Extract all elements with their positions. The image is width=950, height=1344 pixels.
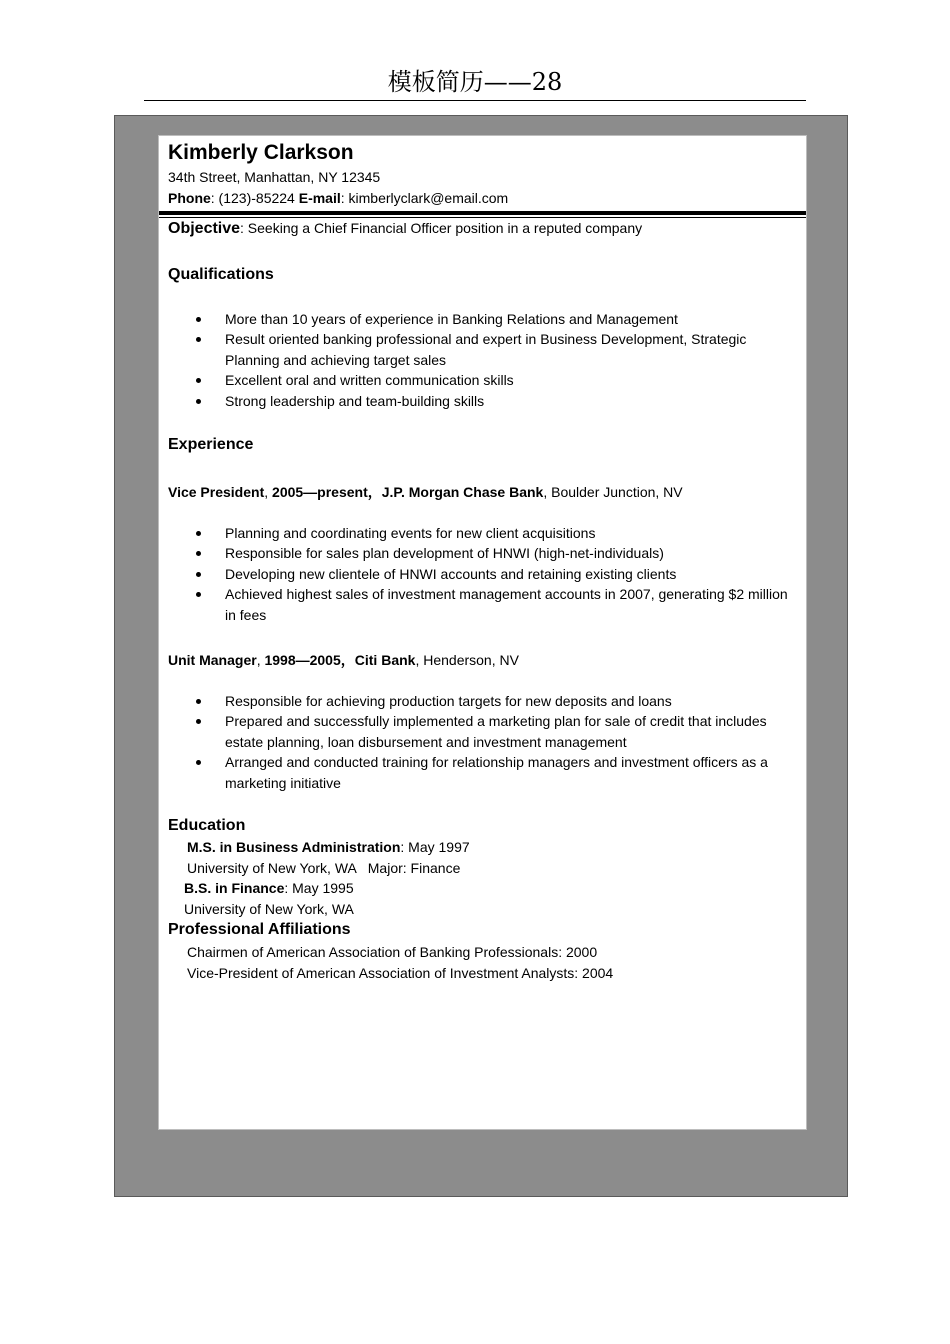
objective (168, 220, 642, 238)
address: 34th Street, Manhattan, NY 12345 (168, 169, 381, 185)
list-item: Prepared and successfully implemented a marketing plan for sale of credit that includes estate planning, loan disbursement and investment management (191, 711, 799, 752)
qualifications-heading: Qualifications (168, 266, 274, 283)
degree-bs (184, 880, 354, 896)
header-divider-thick (159, 211, 806, 215)
separator: , (264, 484, 273, 500)
qualifications-list (191, 309, 799, 411)
separator: , (256, 652, 265, 668)
affiliations-heading: Professional Affiliations (168, 921, 351, 938)
job-duties-list (191, 523, 799, 625)
phone-value: : (123)-85224 (210, 190, 299, 206)
objective-text: : Seeking a Chief Financial Officer position in a reputed company (240, 220, 643, 236)
list-item: Arranged and conducted training for relationship managers and investment officers as a marketing initiative (191, 752, 799, 793)
experience-heading: Experience (168, 436, 254, 453)
job-header (168, 482, 683, 502)
page-title: 模板简历——28 (144, 64, 806, 101)
list-item: Responsible for sales plan development of HNWI (high-net-individuals) (191, 543, 799, 563)
list-item: More than 10 years of experience in Banking Relations and Management (191, 309, 799, 329)
degree-ms-title: M.S. in Business Administration (187, 839, 401, 855)
job-location: , Henderson, NV (415, 652, 519, 668)
degree-ms-school: University of New York, WA Major: Finance (187, 860, 461, 876)
degree-bs-title: B.S. in Finance (184, 880, 285, 896)
header-divider-thin (159, 217, 806, 218)
job-header (168, 650, 519, 670)
job-company: J.P. Morgan Chase Bank (381, 484, 544, 500)
objective-label: Objective (168, 220, 241, 237)
resume-sheet (158, 135, 807, 1130)
list-item: Result oriented banking professional and expert in Business Development, Strategic Planning and achieving target sales (191, 329, 799, 370)
degree-bs-date: : May 1995 (284, 880, 354, 896)
job-period: 1998—2005， (264, 652, 355, 668)
job-company: Citi Bank (354, 652, 416, 668)
phone-label: Phone (168, 190, 211, 206)
job-title: Unit Manager (168, 652, 257, 668)
contact-line (168, 190, 508, 206)
list-item: Excellent oral and written communication skills (191, 370, 799, 390)
list-item: Planning and coordinating events for new client acquisitions (191, 523, 799, 543)
candidate-name: Kimberly Clarkson (168, 141, 354, 164)
education-heading: Education (168, 817, 246, 834)
email-value: : kimberlyclark@email.com (340, 190, 509, 206)
list-item: Responsible for achieving production targets for new deposits and loans (191, 691, 799, 711)
job-duties-list (191, 691, 799, 793)
job-period: 2005—present， (272, 484, 382, 500)
job-location: , Boulder Junction, NV (543, 484, 683, 500)
list-item: Strong leadership and team-building skills (191, 391, 799, 411)
affiliation-item: Vice-President of American Association of Investment Analysts: 2004 (187, 965, 614, 981)
degree-ms-date: : May 1997 (400, 839, 470, 855)
list-item: Achieved highest sales of investment management accounts in 2007, generating $2 million in fees (191, 584, 799, 625)
degree-ms (187, 839, 470, 855)
affiliation-item: Chairmen of American Association of Banking Professionals: 2000 (187, 944, 598, 960)
resume-frame (114, 115, 848, 1197)
email-label: E-mail (298, 190, 341, 206)
job-title: Vice President (168, 484, 265, 500)
list-item: Developing new clientele of HNWI accounts and retaining existing clients (191, 564, 799, 584)
degree-bs-school: University of New York, WA (184, 901, 354, 917)
